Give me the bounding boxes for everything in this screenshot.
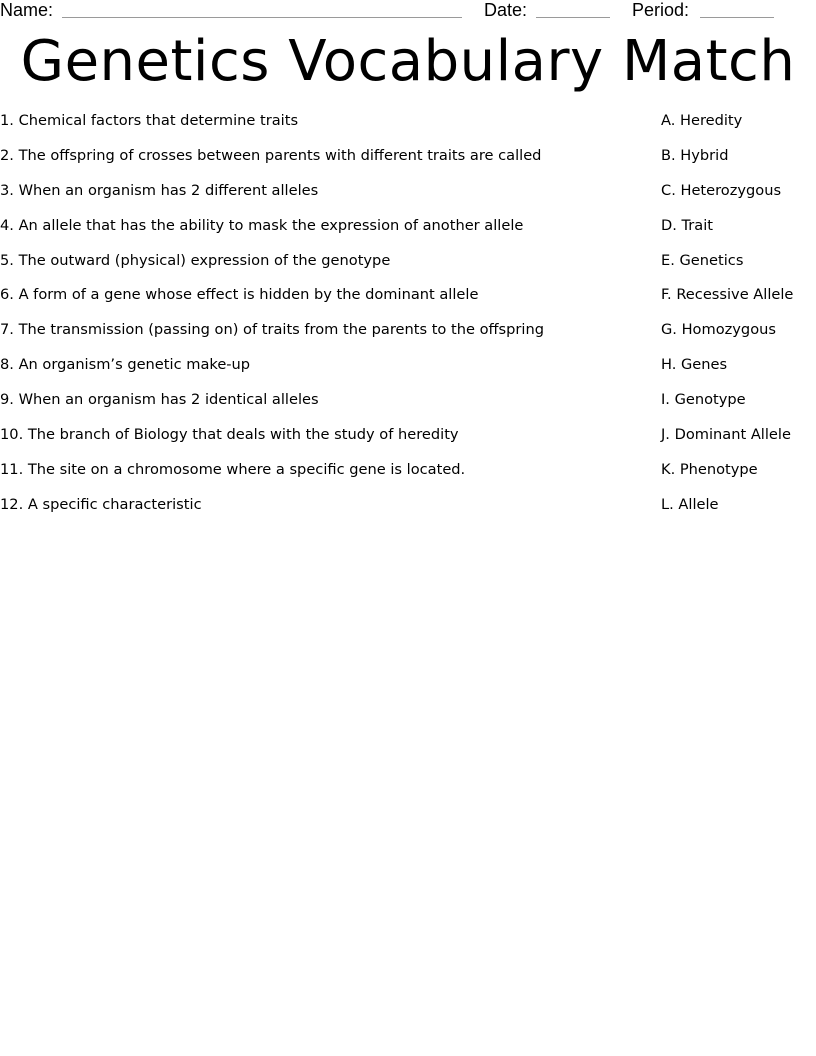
date-label: Date: — [484, 0, 528, 20]
answer-item: F. Recessive Allele — [661, 286, 794, 304]
answer-item: B. Hybrid — [661, 146, 729, 164]
answer-item: G. Homozygous — [661, 321, 776, 339]
question-item: 8. An organism’s genetic make-up — [0, 356, 251, 374]
answer-item: K. Phenotype — [661, 460, 758, 478]
page-title: Genetics Vocabulary Match — [20, 29, 796, 94]
answer-item: J. Dominant Allele — [661, 426, 791, 444]
name-label: Name: — [0, 0, 54, 20]
question-item: 2. The offspring of crosses between parents with different traits are called — [0, 146, 542, 164]
question-item: 1. Chemical factors that determine traits — [0, 112, 299, 129]
question-item: 5. The outward (physical) expression of the genotype — [0, 251, 391, 269]
answer-item: C. Heterozygous — [661, 181, 782, 199]
question-item: 4. An allele that has the ability to mask the expression of another allele — [0, 216, 524, 234]
period-label: Period: — [632, 0, 690, 20]
answer-item: I. Genotype — [661, 391, 746, 409]
question-item: 9. When an organism has 2 identical alleles — [0, 391, 319, 409]
answer-item: E. Genetics — [661, 251, 744, 269]
questions-column — [0, 111, 640, 530]
answer-item: A. Heredity — [661, 112, 743, 129]
date-blank[interactable] — [536, 17, 610, 18]
header-fields — [0, 0, 816, 22]
answer-item: D. Trait — [661, 216, 714, 234]
answer-item: H. Genes — [661, 356, 728, 374]
question-item: 10. The branch of Biology that deals with the study of heredity — [0, 426, 459, 444]
name-blank[interactable] — [62, 17, 462, 18]
question-item: 3. When an organism has 2 different alleles — [0, 181, 319, 199]
period-blank[interactable] — [700, 17, 774, 18]
question-item: 12. A specific characteristic — [0, 495, 202, 513]
answers-column — [661, 111, 816, 530]
question-item: 11. The site on a chromosome where a specific gene is located. — [0, 460, 466, 478]
answer-item: L. Allele — [661, 495, 719, 513]
question-item: 7. The transmission (passing on) of traits from the parents to the offspring — [0, 321, 544, 339]
question-item: 6. A form of a gene whose effect is hidden by the dominant allele — [0, 286, 479, 304]
